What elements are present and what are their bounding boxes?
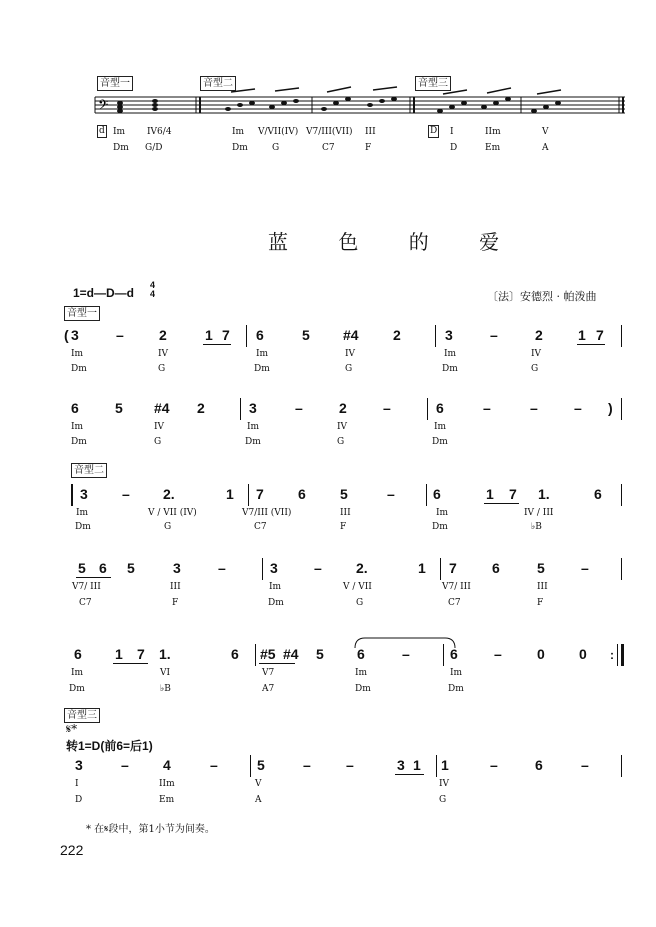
roman-numeral: IV6/4 <box>147 127 172 137</box>
chord-name: G <box>337 437 345 447</box>
underline-beam <box>577 344 605 345</box>
roman-numeral: III <box>537 582 548 592</box>
pattern-label-2-main: 音型二 <box>71 463 107 478</box>
chord-name: Dm <box>71 364 87 374</box>
chord-name: C7 <box>79 598 92 608</box>
song-title: 蓝 色 的 爱 <box>268 230 522 254</box>
note: – <box>483 400 491 416</box>
chord-name: ♭B <box>160 684 171 694</box>
note: 5 <box>316 646 324 662</box>
note: 6 <box>99 560 107 576</box>
repeat-dots: : <box>610 648 614 662</box>
note: 5 <box>537 560 545 576</box>
roman-numeral: III <box>365 127 376 137</box>
chord-name: Dm <box>355 684 371 694</box>
pattern-label-2: 音型二 <box>200 76 236 91</box>
chord-name: A <box>255 795 262 805</box>
note: 0 <box>537 646 545 662</box>
chord-name: G <box>356 598 364 608</box>
chord-name: C7 <box>254 522 267 532</box>
barline <box>427 398 428 420</box>
note: 3 <box>80 486 88 502</box>
note: – <box>402 646 410 662</box>
barline <box>255 644 256 666</box>
note: 0 <box>579 646 587 662</box>
note: 1 <box>578 327 586 343</box>
roman-numeral: I <box>450 127 454 137</box>
note: – <box>122 486 130 502</box>
roman-numeral: Im <box>71 422 84 432</box>
note: 7 <box>509 486 517 502</box>
roman-numeral: V <box>255 779 262 789</box>
note: 7 <box>449 560 457 576</box>
roman-numeral: Im <box>269 582 282 592</box>
chord-name: G/D <box>145 143 163 153</box>
roman-numeral: IV <box>439 779 450 789</box>
chord-name: G <box>158 364 166 374</box>
roman-numeral: I <box>75 779 79 789</box>
note: – <box>387 486 395 502</box>
barline <box>621 398 622 420</box>
chord-name: Dm <box>232 143 248 153</box>
key-box-D: D <box>430 126 438 136</box>
roman-numeral: Im <box>436 508 449 518</box>
barline <box>621 755 622 777</box>
note: 6 <box>74 646 82 662</box>
note: 5 <box>78 560 86 576</box>
close-paren: ) <box>608 400 613 416</box>
note: 3 <box>249 400 257 416</box>
note: 4 <box>163 757 171 773</box>
roman-numeral: IV <box>337 422 348 432</box>
note: 6 <box>433 486 441 502</box>
roman-numeral: Im <box>450 668 463 678</box>
note: 5 <box>127 560 135 576</box>
chord-name: A <box>542 143 549 153</box>
note: 3 <box>173 560 181 576</box>
note: 2 <box>197 400 205 416</box>
note: 2 <box>535 327 543 343</box>
chord-name: G <box>531 364 539 374</box>
note: – <box>494 646 502 662</box>
note: 1. <box>538 486 550 502</box>
roman-numeral: III <box>170 582 181 592</box>
note: 6 <box>298 486 306 502</box>
note: 5 <box>302 327 310 343</box>
barline <box>621 325 622 347</box>
pattern-label-3-main: 音型三 <box>64 708 100 723</box>
roman-numeral: IV / III <box>524 508 554 518</box>
barline <box>246 325 247 347</box>
roman-numeral: V / VII (IV) <box>148 508 197 518</box>
chord-name: G <box>154 437 162 447</box>
note: 6 <box>357 646 365 662</box>
note: #4 <box>283 646 299 662</box>
note: 3 <box>445 327 453 343</box>
note: 1 <box>115 646 123 662</box>
note: 1 <box>486 486 494 502</box>
note: 6 <box>450 646 458 662</box>
note: 6 <box>594 486 602 502</box>
chord-name: D <box>450 143 458 153</box>
note: 6 <box>436 400 444 416</box>
barline <box>250 755 251 777</box>
note: #4 <box>343 327 359 343</box>
chord-name: G <box>164 522 172 532</box>
note: – <box>121 757 129 773</box>
chord-name: Dm <box>268 598 284 608</box>
note: – <box>346 757 354 773</box>
note: 2 <box>393 327 401 343</box>
chord-name: Dm <box>254 364 270 374</box>
chord-name: Dm <box>113 143 129 153</box>
note: 3 <box>270 560 278 576</box>
barline <box>240 398 241 420</box>
note: 1 <box>413 757 421 773</box>
key-signature: 1=d—D—d <box>73 286 135 300</box>
note: – <box>383 400 391 416</box>
note: 2. <box>356 560 368 576</box>
chord-name: F <box>340 522 347 532</box>
note: 1 <box>418 560 426 576</box>
pattern-label-3: 音型三 <box>415 76 451 91</box>
note: – <box>530 400 538 416</box>
roman-numeral: VI <box>160 668 171 678</box>
chord-name: C7 <box>448 598 461 608</box>
underline-beam <box>203 344 231 345</box>
note: – <box>210 757 218 773</box>
note: 3 <box>75 757 83 773</box>
underline-beam <box>113 663 148 664</box>
note: 1 <box>205 327 213 343</box>
chord-name: Em <box>159 795 175 805</box>
chord-name: G <box>272 143 280 153</box>
note: 7 <box>596 327 604 343</box>
roman-numeral: V / VII <box>343 582 372 592</box>
staff-lines <box>95 97 625 113</box>
time-numerator: 4 <box>150 280 156 290</box>
chord-name: A7 <box>262 684 275 694</box>
pattern-label-1: 音型一 <box>97 76 133 91</box>
note: – <box>218 560 226 576</box>
note: 3 <box>397 757 405 773</box>
note: 5 <box>257 757 265 773</box>
pattern-label-1-main: 音型一 <box>64 306 100 321</box>
note: 1 <box>441 757 449 773</box>
note: 6 <box>256 327 264 343</box>
barline <box>440 558 441 580</box>
time-denominator: 4 <box>150 289 156 299</box>
note: 6 <box>71 400 79 416</box>
chord-name: Dm <box>69 684 85 694</box>
roman-numeral: Im <box>71 349 84 359</box>
barline <box>617 644 618 666</box>
roman-numeral: IIm <box>485 127 501 137</box>
note: 1. <box>159 646 171 662</box>
chord-name: F <box>537 598 544 608</box>
chord-name: Dm <box>71 437 87 447</box>
roman-numeral: IV <box>531 349 542 359</box>
roman-numeral: IV <box>158 349 169 359</box>
chord-name: Em <box>485 143 501 153</box>
chord-name: Dm <box>442 364 458 374</box>
roman-numeral: V7/ III <box>442 582 471 592</box>
chord-name: Dm <box>432 437 448 447</box>
barline <box>443 644 444 666</box>
note: – <box>490 757 498 773</box>
composer: 〔法〕安德烈 · 帕泼曲 <box>487 290 597 303</box>
note: – <box>303 757 311 773</box>
repeat-start-barline <box>71 484 73 506</box>
chord-name: ♭B <box>531 522 542 532</box>
note: #5 <box>260 646 276 662</box>
underline-beam <box>484 503 519 504</box>
roman-numeral: V7/III (VII) <box>242 508 292 518</box>
barline <box>436 755 437 777</box>
chord-name: C7 <box>322 143 335 153</box>
note: #4 <box>154 400 170 416</box>
chord-name: F <box>365 143 372 153</box>
note: 7 <box>222 327 230 343</box>
roman-numeral: Im <box>444 349 457 359</box>
note: 3 <box>71 327 79 343</box>
roman-numeral: V/VII(IV) <box>258 127 299 137</box>
roman-numeral: V <box>542 127 549 137</box>
chord-name: F <box>172 598 179 608</box>
underline-beam <box>76 577 111 578</box>
time-signature <box>150 281 155 299</box>
roman-numeral: V7 <box>262 668 275 678</box>
roman-numeral: Im <box>434 422 447 432</box>
note: 2. <box>163 486 175 502</box>
note: 6 <box>492 560 500 576</box>
roman-numeral: Im <box>256 349 269 359</box>
note: 2 <box>159 327 167 343</box>
bass-staff <box>0 0 656 130</box>
underline-beam <box>259 663 295 664</box>
bass-clef-icon: 𝄢 <box>98 97 109 116</box>
roman-numeral: Im <box>76 508 89 518</box>
note: 5 <box>115 400 123 416</box>
note: 7 <box>137 646 145 662</box>
page-number: 222 <box>60 842 84 858</box>
roman-numeral: Im <box>355 668 368 678</box>
note: – <box>574 400 582 416</box>
barline <box>621 558 622 580</box>
roman-numeral: IV <box>345 349 356 359</box>
barline <box>426 484 427 506</box>
roman-numeral: Im <box>71 668 84 678</box>
chord-name: Dm <box>432 522 448 532</box>
chord-name: Dm <box>75 522 91 532</box>
note: – <box>314 560 322 576</box>
chord-name: G <box>439 795 447 805</box>
key-box-d: d <box>99 126 105 136</box>
note: 7 <box>256 486 264 502</box>
repeat-end-barline <box>621 644 624 666</box>
roman-numeral: IIm <box>159 779 175 789</box>
note: 6 <box>535 757 543 773</box>
beams <box>231 87 561 94</box>
note: 2 <box>339 400 347 416</box>
roman-numeral: IV <box>154 422 165 432</box>
chord-name: D <box>75 795 83 805</box>
roman-numeral: V7/III(VII) <box>306 127 353 137</box>
roman-numeral: Im <box>113 127 126 137</box>
barline <box>435 325 436 347</box>
roman-numeral: III <box>340 508 351 518</box>
roman-numeral: Im <box>247 422 260 432</box>
note: – <box>490 327 498 343</box>
open-paren: ( <box>64 327 69 343</box>
note: – <box>581 560 589 576</box>
segno-icon: 𝄋* <box>66 722 78 736</box>
note: – <box>116 327 124 343</box>
roman-numeral: V7/ III <box>72 582 101 592</box>
modulation-note: 转1=D(前6=后1) <box>66 739 153 753</box>
chord-name: Dm <box>448 684 464 694</box>
note: 6 <box>231 646 239 662</box>
barline <box>248 484 249 506</box>
note: – <box>295 400 303 416</box>
chord-name: Dm <box>245 437 261 447</box>
note: 1 <box>226 486 234 502</box>
roman-numeral: Im <box>232 127 245 137</box>
barline <box>262 558 263 580</box>
barline <box>621 484 622 506</box>
chord-name: G <box>345 364 353 374</box>
note: – <box>581 757 589 773</box>
note: 5 <box>340 486 348 502</box>
footnote: * 在𝄋段中，第1小节为间奏。 <box>86 824 215 835</box>
underline-beam <box>395 774 424 775</box>
